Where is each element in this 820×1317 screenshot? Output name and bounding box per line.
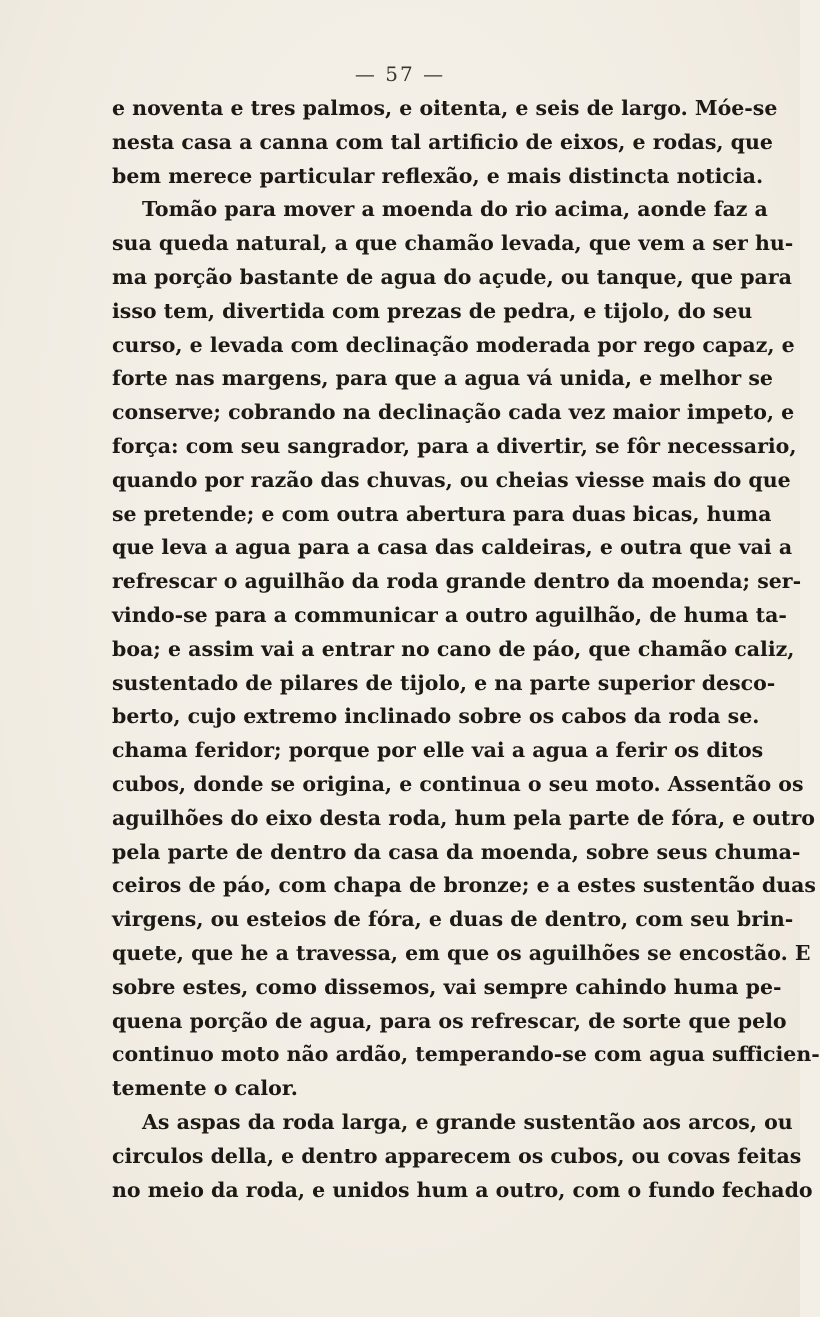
text-line: sobre estes, como dissemos, vai sempre cahindo huma pe- xyxy=(112,974,782,999)
text-line: e noventa e tres palmos, e oitenta, e seis de largo. Móe-se xyxy=(112,96,778,120)
text-line: quete, que he a travessa, em que os aguilhões se encostão. E xyxy=(112,940,811,965)
text-line: continuo moto não ardão, temperando-se com agua sufficien- xyxy=(112,1042,820,1067)
text-line: As aspas da roda larga, e grande sustentão aos arcos, ou xyxy=(142,1109,793,1134)
text-line: boa; e assim vai a entrar no cano de páo, que chamão caliz, xyxy=(112,636,795,661)
text-line: força: com seu sangrador, para a divertir, se fôr necessario, xyxy=(112,433,797,458)
text-line: no meio da roda, e unidos hum a outro, com o fundo fechado xyxy=(112,1177,813,1202)
text-line: conserve; cobrando na declinação cada vez maior impeto, e xyxy=(112,400,795,425)
text-line: que leva a agua para a casa das caldeiras, e outra que vai a xyxy=(112,535,793,560)
text-line: aguilhões do eixo desta roda, hum pela parte de fóra, e outro xyxy=(112,805,815,830)
text-line: virgens, ou esteios de fóra, e duas de dentro, com seu brin- xyxy=(112,907,794,932)
text-line: nesta casa a canna com tal artificio de eixos, e rodas, que xyxy=(112,129,773,154)
page-number: — 57 — xyxy=(354,62,446,86)
text-line: cubos, donde se origina, e continua o seu moto. Assentão os xyxy=(112,771,804,796)
text-line: se pretende; e com outra abertura para duas bicas, huma xyxy=(112,501,772,526)
text-line: forte nas margens, para que a agua vá unida, e melhor se xyxy=(112,366,773,391)
text-line: ceiros de páo, com chapa de bronze; e a estes sustentão duas xyxy=(112,873,816,898)
text-line: circulos della, e dentro apparecem os cubos, ou covas feitas xyxy=(112,1143,802,1168)
text-line: bem merece particular reflexão, e mais distincta noticia. xyxy=(112,163,764,188)
text-line: Tomão para mover a moenda do rio acima, aonde faz a xyxy=(142,197,768,222)
text-line: pela parte de dentro da casa da moenda, sobre seus chuma- xyxy=(112,839,801,864)
text-line: quando por razão das chuvas, ou cheias viesse mais do que xyxy=(112,467,791,492)
text-line: temente o calor. xyxy=(112,1076,298,1101)
text-line: vindo-se para a communicar a outro aguilhão, de huma ta- xyxy=(112,602,787,627)
text-line: refrescar o aguilhão da roda grande dentro da moenda; ser- xyxy=(112,569,802,594)
text-line: curso, e levada com declinação moderada por rego capaz, e xyxy=(112,332,795,357)
body-text xyxy=(112,92,820,1207)
text-line: sua queda natural, a que chamão levada, que vem a ser hu- xyxy=(112,231,794,256)
text-line: sustentado de pilares de tijolo, e na parte superior desco- xyxy=(112,670,776,695)
text-line: ma porção bastante de agua do açude, ou tanque, que para xyxy=(112,264,792,289)
text-line: quena porção de agua, para os refrescar, de sorte que pelo xyxy=(112,1008,787,1033)
text-line: berto, cujo extremo inclinado sobre os cabos da roda se. xyxy=(112,704,760,729)
text-line: chama feridor; porque por elle vai a agua a ferir os ditos xyxy=(112,738,764,763)
text-line: isso tem, divertida com prezas de pedra, e tijolo, do seu xyxy=(112,298,753,323)
